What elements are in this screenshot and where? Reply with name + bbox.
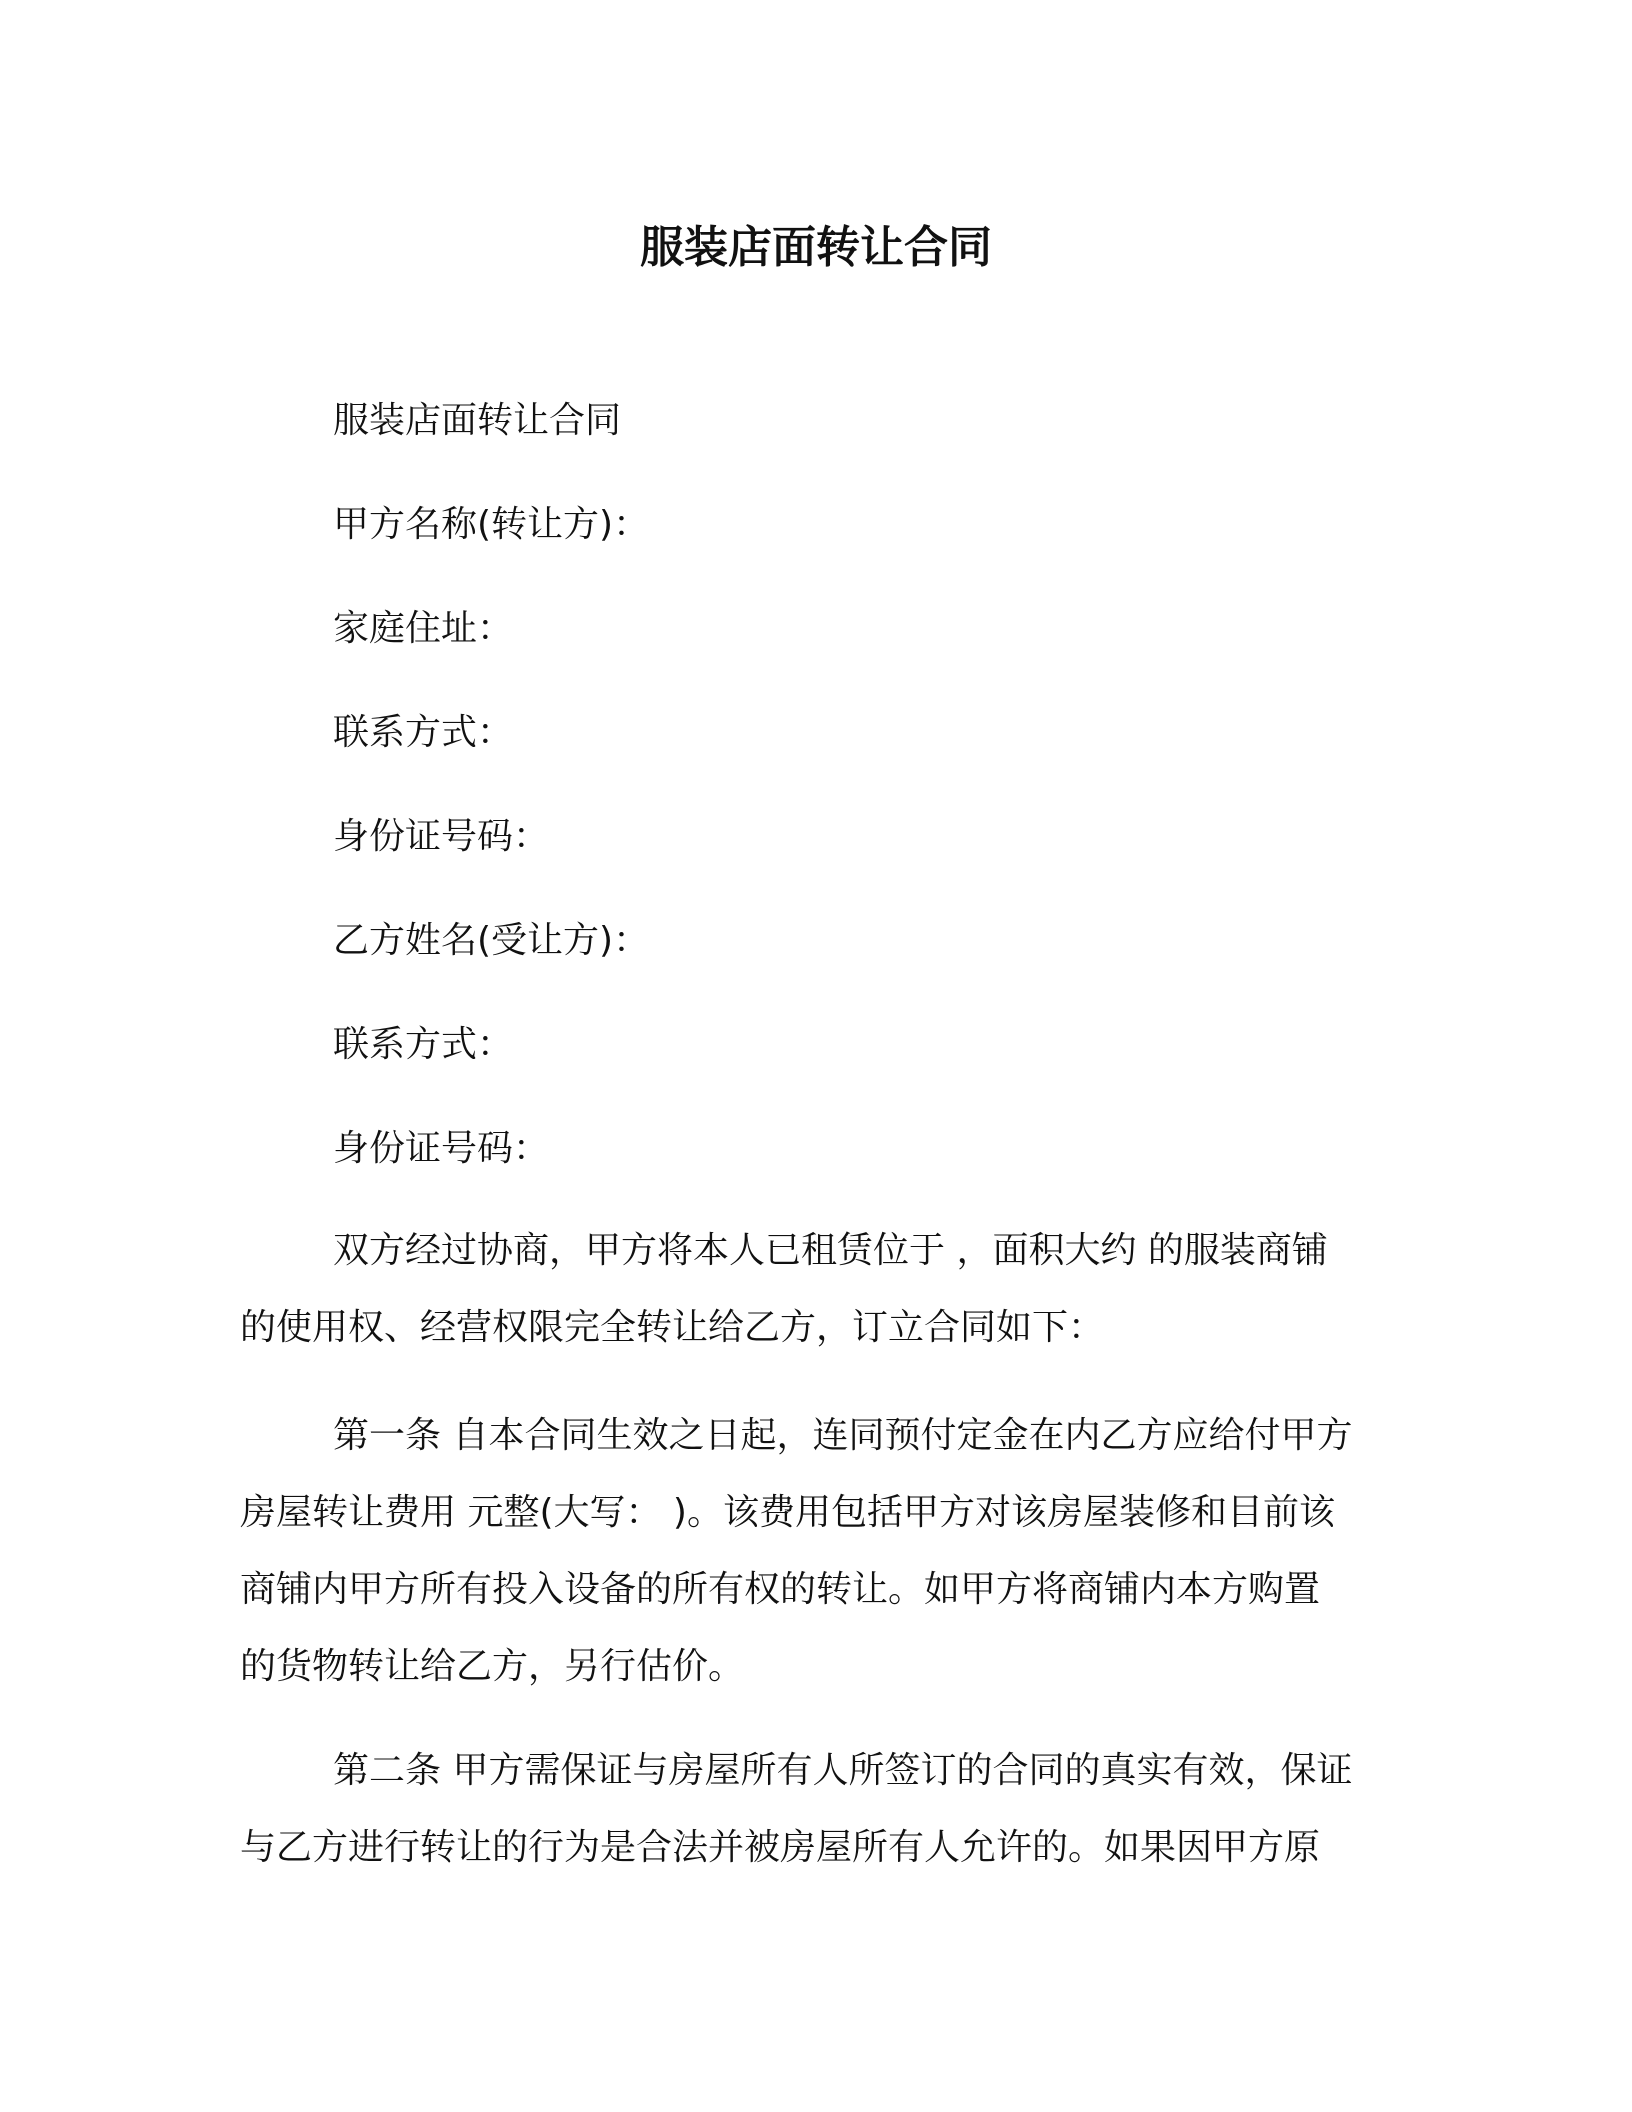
paragraph-line: 与乙方进行转让的行为是合法并被房屋所有人允许的。如果因甲方原 <box>240 1827 1321 1868</box>
intro-paragraph <box>240 1212 1400 1366</box>
party-a-name-field: 甲方名称(转让方)： <box>333 504 650 545</box>
party-info-fields <box>333 393 1433 1225</box>
paragraph-line: 房屋转让费用 元整(大写： )。该费用包括甲方对该房屋装修和目前该 <box>240 1492 1335 1533</box>
party-b-id-field: 身份证号码： <box>333 1128 550 1169</box>
party-a-address-field: 家庭住址： <box>333 608 514 649</box>
paragraph-line: 的货物转让给乙方，另行估价。 <box>240 1646 745 1687</box>
paragraph-line: 的使用权、经营权限完全转让给乙方，订立合同如下： <box>240 1307 1105 1348</box>
paragraph-line: 第二条 甲方需保证与房屋所有人所签订的合同的真实有效，保证 <box>333 1750 1353 1791</box>
document-title: 服装店面转让合同 <box>640 222 992 273</box>
article-2-paragraph <box>240 1732 1400 1886</box>
party-a-id-field: 身份证号码： <box>333 816 550 857</box>
party-b-name-field: 乙方姓名(受让方)： <box>333 920 650 961</box>
article-1-paragraph <box>240 1397 1400 1705</box>
party-a-contact-field: 联系方式： <box>333 712 514 753</box>
paragraph-line: 双方经过协商，甲方将本人已租赁位于 ，面积大约 的服装商铺 <box>333 1230 1328 1271</box>
paragraph-line: 商铺内甲方所有投入设备的所有权的转让。如甲方将商铺内本方购置 <box>240 1569 1321 1610</box>
contract-subtitle: 服装店面转让合同 <box>333 400 622 441</box>
party-b-contact-field: 联系方式： <box>333 1024 514 1065</box>
paragraph-line: 第一条 自本合同生效之日起，连同预付定金在内乙方应给付甲方 <box>333 1415 1353 1456</box>
